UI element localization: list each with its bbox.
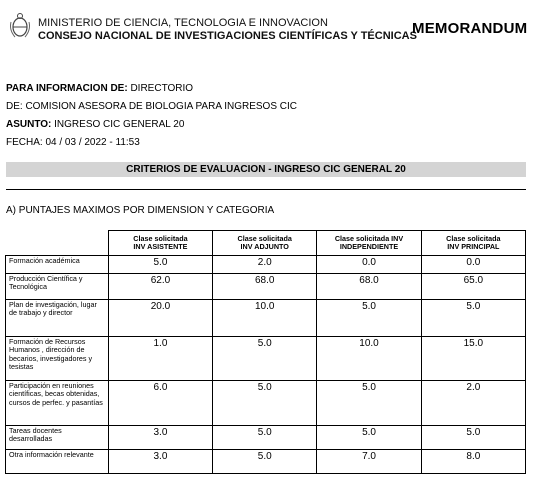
row-label: Tareas docentes desarrolladas xyxy=(6,426,109,450)
para-label: PARA INFORMACION DE: xyxy=(6,83,128,94)
organization-header xyxy=(38,17,417,43)
column-header: Clase solicitada INV ASISTENTE xyxy=(108,231,212,256)
row-label: Formación de Recursos Humanos , dirección de becarios, investigadores y tesistas xyxy=(6,337,109,381)
para-value: DIRECTORIO xyxy=(130,83,194,94)
score-cell: 3.0 xyxy=(108,450,212,474)
row-label: Formación académica xyxy=(6,256,109,274)
score-cell: 5.0 xyxy=(213,381,317,426)
council-name: CONSEJO NACIONAL DE INVESTIGACIONES CIENTÍFICAS Y TÉCNICAS xyxy=(38,30,417,42)
divider xyxy=(6,189,526,190)
asunto-value: INGRESO CIC GENERAL 20 xyxy=(54,119,185,130)
score-cell: 20.0 xyxy=(108,300,212,337)
header-corner xyxy=(6,231,109,256)
de-label: DE: xyxy=(6,101,23,112)
score-cell: 5.0 xyxy=(421,426,525,450)
score-cell: 0.0 xyxy=(421,256,525,274)
score-cell: 5.0 xyxy=(317,300,421,337)
fecha-value: 04 / 03 / 2022 - 11:53 xyxy=(45,137,140,148)
score-cell: 2.0 xyxy=(421,381,525,426)
table-row xyxy=(6,337,526,381)
score-cell: 5.0 xyxy=(213,426,317,450)
score-cell: 1.0 xyxy=(108,337,212,381)
ministry-name: MINISTERIO DE CIENCIA, TECNOLOGIA E INNOVACION xyxy=(38,17,328,29)
meta-fecha xyxy=(6,134,297,152)
row-label: Producción Científica y Tecnológica xyxy=(6,274,109,300)
column-header: Clase solicitada INV ADJUNTO xyxy=(213,231,317,256)
score-cell: 5.0 xyxy=(213,337,317,381)
argentina-coat-of-arms-icon xyxy=(8,12,32,40)
table-row xyxy=(6,300,526,337)
score-cell: 5.0 xyxy=(317,381,421,426)
table-row xyxy=(6,450,526,474)
table-row xyxy=(6,274,526,300)
score-cell: 5.0 xyxy=(317,426,421,450)
score-cell: 0.0 xyxy=(317,256,421,274)
table-row xyxy=(6,256,526,274)
column-header: Clase solicitada INV PRINCIPAL xyxy=(421,231,525,256)
memo-meta xyxy=(6,80,297,152)
document-type-title: MEMORANDUM xyxy=(412,20,528,37)
score-cell: 2.0 xyxy=(213,256,317,274)
section-title: A) PUNTAJES MAXIMOS POR DIMENSION Y CATEGORIA xyxy=(6,205,275,216)
score-cell: 5.0 xyxy=(421,300,525,337)
row-label: Otra información relevante xyxy=(6,450,109,474)
asunto-label: ASUNTO: xyxy=(6,119,52,130)
score-cell: 8.0 xyxy=(421,450,525,474)
scores-table xyxy=(5,230,526,474)
score-cell: 5.0 xyxy=(108,256,212,274)
score-cell: 68.0 xyxy=(213,274,317,300)
score-cell: 10.0 xyxy=(317,337,421,381)
de-value: COMISION ASESORA DE BIOLOGIA PARA INGRESOS CIC xyxy=(25,101,298,112)
score-cell: 6.0 xyxy=(108,381,212,426)
meta-para xyxy=(6,80,297,98)
criteria-banner: CRITERIOS DE EVALUACION - INGRESO CIC GENERAL 20 xyxy=(6,162,526,177)
column-header: Clase solicitada INV INDEPENDIENTE xyxy=(317,231,421,256)
score-cell: 3.0 xyxy=(108,426,212,450)
fecha-label: FECHA: xyxy=(6,137,43,148)
score-cell: 15.0 xyxy=(421,337,525,381)
score-cell: 7.0 xyxy=(317,450,421,474)
score-cell: 68.0 xyxy=(317,274,421,300)
table-row xyxy=(6,381,526,426)
table-row xyxy=(6,426,526,450)
meta-asunto xyxy=(6,116,297,134)
row-label: Participación en reuniones científicas, becas obtenidas, cursos de perfec. y pasantías xyxy=(6,381,109,426)
score-cell: 65.0 xyxy=(421,274,525,300)
table-header-row xyxy=(6,231,526,256)
score-cell: 10.0 xyxy=(213,300,317,337)
score-cell: 5.0 xyxy=(213,450,317,474)
score-cell: 62.0 xyxy=(108,274,212,300)
meta-de xyxy=(6,98,297,116)
row-label: Plan de investigación, lugar de trabajo y director xyxy=(6,300,109,337)
